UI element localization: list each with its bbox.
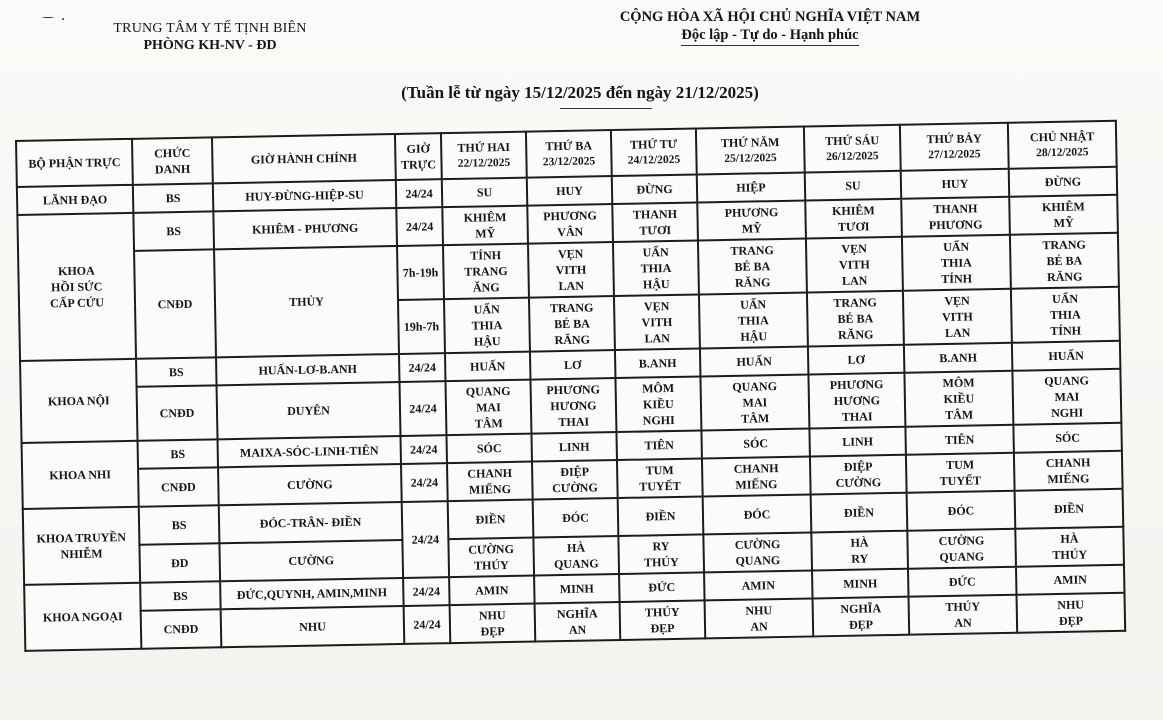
- duty-cell: ĐIỆP CƯỜNG: [532, 460, 618, 500]
- header-day-monday: THỨ HAI 22/12/2025: [441, 132, 527, 180]
- header-shift: GIỜ TRỰC: [395, 133, 442, 180]
- header-day-wednesday: THỨ TƯ 24/12/2025: [611, 129, 697, 177]
- header-day-tuesday: THỨ BA 23/12/2025: [526, 130, 612, 178]
- duty-cell: LINH: [809, 427, 905, 457]
- duty-cell: CHANH MIẾNG: [1014, 451, 1123, 491]
- duty-cell: QUANG MAI TÂM: [700, 374, 809, 430]
- department-cell: KHOA NỘI: [20, 359, 137, 443]
- duty-cell: KHIÊM MỸ: [442, 206, 528, 246]
- shift-cell: 24/24: [402, 501, 449, 578]
- department-cell: KHOA NHI: [22, 441, 139, 509]
- duty-cell: TIÊN: [905, 425, 1013, 455]
- department-name: PHÒNG KH-NV - ĐD: [143, 38, 277, 53]
- duty-cell: AMIN: [449, 576, 534, 606]
- office-hours-cell: NHU: [221, 606, 405, 647]
- duty-cell: VẸN VITH LAN: [528, 242, 614, 298]
- shift-cell: 24/24: [399, 353, 446, 382]
- duty-cell: TUM TUYẾT: [617, 458, 703, 498]
- shift-cell: 7h-19h: [397, 245, 444, 300]
- duty-cell: HÀ THÚY: [1015, 527, 1124, 567]
- duty-cell: HUY: [527, 176, 612, 206]
- duty-cell: UẨN THIA HẬU: [444, 298, 530, 354]
- duty-cell: THANH PHƯƠNG: [901, 197, 1010, 237]
- duty-cell: NHU ĐẸP: [450, 604, 536, 644]
- week-title-underline: [560, 108, 652, 109]
- duty-cell: SÓC: [701, 428, 809, 458]
- duty-cell: TRANG BÉ BA RĂNG: [529, 296, 615, 352]
- duty-cell: SÓC: [446, 434, 531, 464]
- duty-cell: TRANG BÉ BA RĂNG: [698, 239, 807, 295]
- duty-cell: TRANG BÉ BA RĂNG: [807, 291, 904, 347]
- duty-cell: ĐỨC: [908, 567, 1016, 597]
- duty-cell: UẨN THIA HẬU: [699, 293, 808, 349]
- duty-schedule-table: [15, 120, 1126, 652]
- duty-cell: THÚY ĐẸP: [620, 600, 706, 640]
- duty-cell: HIỆP: [697, 173, 805, 203]
- title-cell: CNĐD: [137, 385, 218, 440]
- duty-cell: TIÊN: [616, 430, 701, 460]
- duty-cell: ĐỨC: [619, 572, 704, 602]
- title-cell: BS: [140, 581, 220, 610]
- ink-mark: [62, 18, 64, 20]
- ink-mark: [42, 17, 54, 18]
- duty-cell: PHƯƠNG VÂN: [527, 204, 613, 244]
- duty-cell: SU: [805, 171, 901, 201]
- duty-cell: TÍNH TRANG ĂNG: [443, 244, 529, 300]
- shift-cell: 24/24: [396, 207, 443, 246]
- duty-cell: CHANH MIẾNG: [702, 456, 811, 496]
- country-name: CỘNG HÒA XÃ HỘI CHỦ NGHĨA VIỆT NAM: [619, 9, 921, 25]
- duty-cell: RY THÚY: [618, 534, 704, 574]
- duty-cell: ĐÓC: [703, 494, 812, 534]
- duty-cell: NHU AN: [705, 598, 814, 638]
- duty-cell: VẸN VITH LAN: [806, 237, 903, 293]
- duty-cell: NGHĨA ĐẸP: [813, 597, 910, 637]
- title-cell: BS: [136, 357, 216, 386]
- office-hours-cell: CƯỜNG: [218, 464, 402, 505]
- department-cell: KHOA NGOẠI: [24, 583, 141, 651]
- title-cell: BS: [139, 505, 220, 544]
- header-day-saturday: THỨ BẢY 27/12/2025: [900, 123, 1009, 171]
- duty-cell: SU: [442, 178, 527, 208]
- national-motto: Độc lập - Tự do - Hạnh phúc: [681, 26, 858, 46]
- office-hours-cell: CƯỜNG: [219, 540, 403, 581]
- duty-cell: UẨN THIA HẬU: [613, 241, 699, 297]
- duty-cell: HUẤN: [445, 352, 530, 382]
- duty-cell: PHƯƠNG HƯƠNG THAI: [808, 373, 905, 429]
- duty-cell: ĐIỀN: [811, 493, 908, 533]
- office-hours-cell: ĐÓC-TRÂN- ĐIỀN: [219, 502, 403, 543]
- duty-cell: PHƯƠNG HƯƠNG THAI: [530, 378, 616, 434]
- shift-cell: 24/24: [396, 179, 443, 208]
- department-cell: KHOA HỒI SỨC CẤP CỨU: [17, 213, 136, 361]
- duty-cell: LINH: [531, 432, 616, 462]
- office-hours-cell: ĐỨC,QUYNH, AMIN,MINH: [220, 578, 403, 609]
- duty-cell: LƠ: [530, 350, 615, 380]
- duty-cell: VẸN VITH LAN: [903, 289, 1012, 345]
- duty-cell: ĐÓC: [533, 498, 619, 538]
- title-cell: CNĐD: [141, 609, 222, 648]
- duty-cell: AMIN: [1016, 565, 1124, 595]
- header-day-sunday: CHỦ NHẬT 28/12/2025: [1008, 121, 1117, 169]
- duty-cell: ĐIỀN: [448, 500, 534, 540]
- header-day-friday: THỨ SÁU 26/12/2025: [804, 125, 901, 173]
- duty-cell: UẨN THIA TÍNH: [1011, 287, 1120, 343]
- duty-cell: ĐIỀN: [618, 496, 704, 536]
- duty-cell: MÔM KIỀU NGHI: [615, 376, 701, 432]
- duty-cell: NGHĨA AN: [535, 602, 621, 642]
- duty-cell: TUM TUYẾT: [906, 453, 1015, 493]
- office-hours-cell: DUYÊN: [217, 382, 401, 439]
- duty-cell: CƯỜNG QUANG: [907, 529, 1016, 569]
- duty-cell: QUANG MAI TÂM: [445, 380, 531, 436]
- duty-cell: HUẤN: [1012, 341, 1120, 371]
- duty-cell: PHƯƠNG MỸ: [697, 201, 806, 241]
- shift-cell: 24/24: [401, 463, 448, 502]
- duty-cell: ĐỪNG: [1009, 167, 1117, 197]
- duty-cell: MÔM KIỀU TÂM: [904, 371, 1013, 427]
- shift-cell: 24/24: [400, 435, 447, 464]
- duty-cell: VẸN VITH LAN: [614, 294, 700, 350]
- week-title: (Tuần lễ từ ngày 15/12/2025 đến ngày 21/12/2025): [401, 83, 759, 102]
- shift-cell: 24/24: [404, 605, 451, 644]
- title-cell: BS: [138, 439, 218, 468]
- issuing-organization-header: [100, 20, 320, 54]
- duty-cell: SÓC: [1013, 423, 1121, 453]
- duty-cell: ĐIỆP CƯỜNG: [810, 455, 907, 495]
- duty-cell: NHU ĐẸP: [1017, 593, 1126, 633]
- duty-cell: HUY: [901, 169, 1009, 199]
- duty-cell: ĐIỀN: [1015, 489, 1124, 529]
- duty-cell: ĐỪNG: [612, 175, 697, 205]
- header-office-hours: GIỜ HÀNH CHÍNH: [212, 134, 396, 183]
- duty-cell: HUẤN: [700, 347, 808, 377]
- title-cell: CNĐD: [134, 249, 216, 358]
- title-cell: BS: [133, 211, 214, 250]
- organization-name: TRUNG TÂM Y TẾ TỊNH BIÊN: [113, 21, 307, 36]
- title-cell: ĐD: [139, 543, 220, 582]
- office-hours-cell: KHIÊM - PHƯƠNG: [213, 208, 397, 249]
- duty-cell: UẨN THIA TÍNH: [902, 235, 1011, 291]
- duty-cell: MINH: [812, 569, 908, 599]
- header-day-thursday: THỨ NĂM 25/12/2025: [696, 127, 805, 175]
- header-title: CHỨC DANH: [132, 137, 213, 184]
- office-hours-cell: MAIXA-SÓC-LINH-TIÊN: [218, 436, 401, 467]
- duty-cell: B.ANH: [904, 343, 1012, 373]
- office-hours-cell: HUẤN-LƠ-B.ANH: [216, 354, 399, 385]
- duty-cell: CƯỜNG QUANG: [703, 532, 812, 572]
- shift-cell: 19h-7h: [398, 299, 445, 354]
- duty-cell: ĐÓC: [907, 491, 1016, 531]
- duty-cell: CHANH MIẾNG: [447, 462, 533, 502]
- title-cell: BS: [133, 183, 213, 212]
- department-cell: KHOA TRUYỀN NHIỄM: [23, 507, 140, 585]
- duty-cell: B.ANH: [615, 348, 700, 378]
- national-header: [585, 8, 955, 46]
- duty-cell: THÚY AN: [909, 595, 1018, 635]
- duty-cell: TRANG BÉ BA RĂNG: [1010, 233, 1119, 289]
- title-cell: CNĐD: [138, 467, 219, 506]
- duty-cell: MINH: [534, 574, 619, 604]
- header-department: BỘ PHẬN TRỰC: [16, 139, 133, 187]
- duty-cell: THANH TƯƠI: [612, 203, 698, 243]
- duty-cell: HÀ RY: [811, 531, 908, 571]
- duty-cell: AMIN: [704, 570, 812, 600]
- duty-cell: KHIÊM TƯƠI: [805, 199, 902, 239]
- duty-cell: KHIÊM MỸ: [1009, 195, 1118, 235]
- department-cell: LÃNH ĐẠO: [17, 185, 133, 215]
- shift-cell: 24/24: [399, 381, 446, 436]
- duty-cell: CƯỜNG THÚY: [448, 538, 534, 578]
- duty-cell: HÀ QUANG: [533, 536, 619, 576]
- office-hours-cell: HUY-ĐỪNG-HIỆP-SU: [213, 180, 396, 211]
- duty-cell: QUANG MAI NGHI: [1012, 369, 1121, 425]
- shift-cell: 24/24: [403, 577, 450, 606]
- duty-cell: LƠ: [808, 345, 904, 375]
- office-hours-cell: THỦY: [214, 246, 399, 357]
